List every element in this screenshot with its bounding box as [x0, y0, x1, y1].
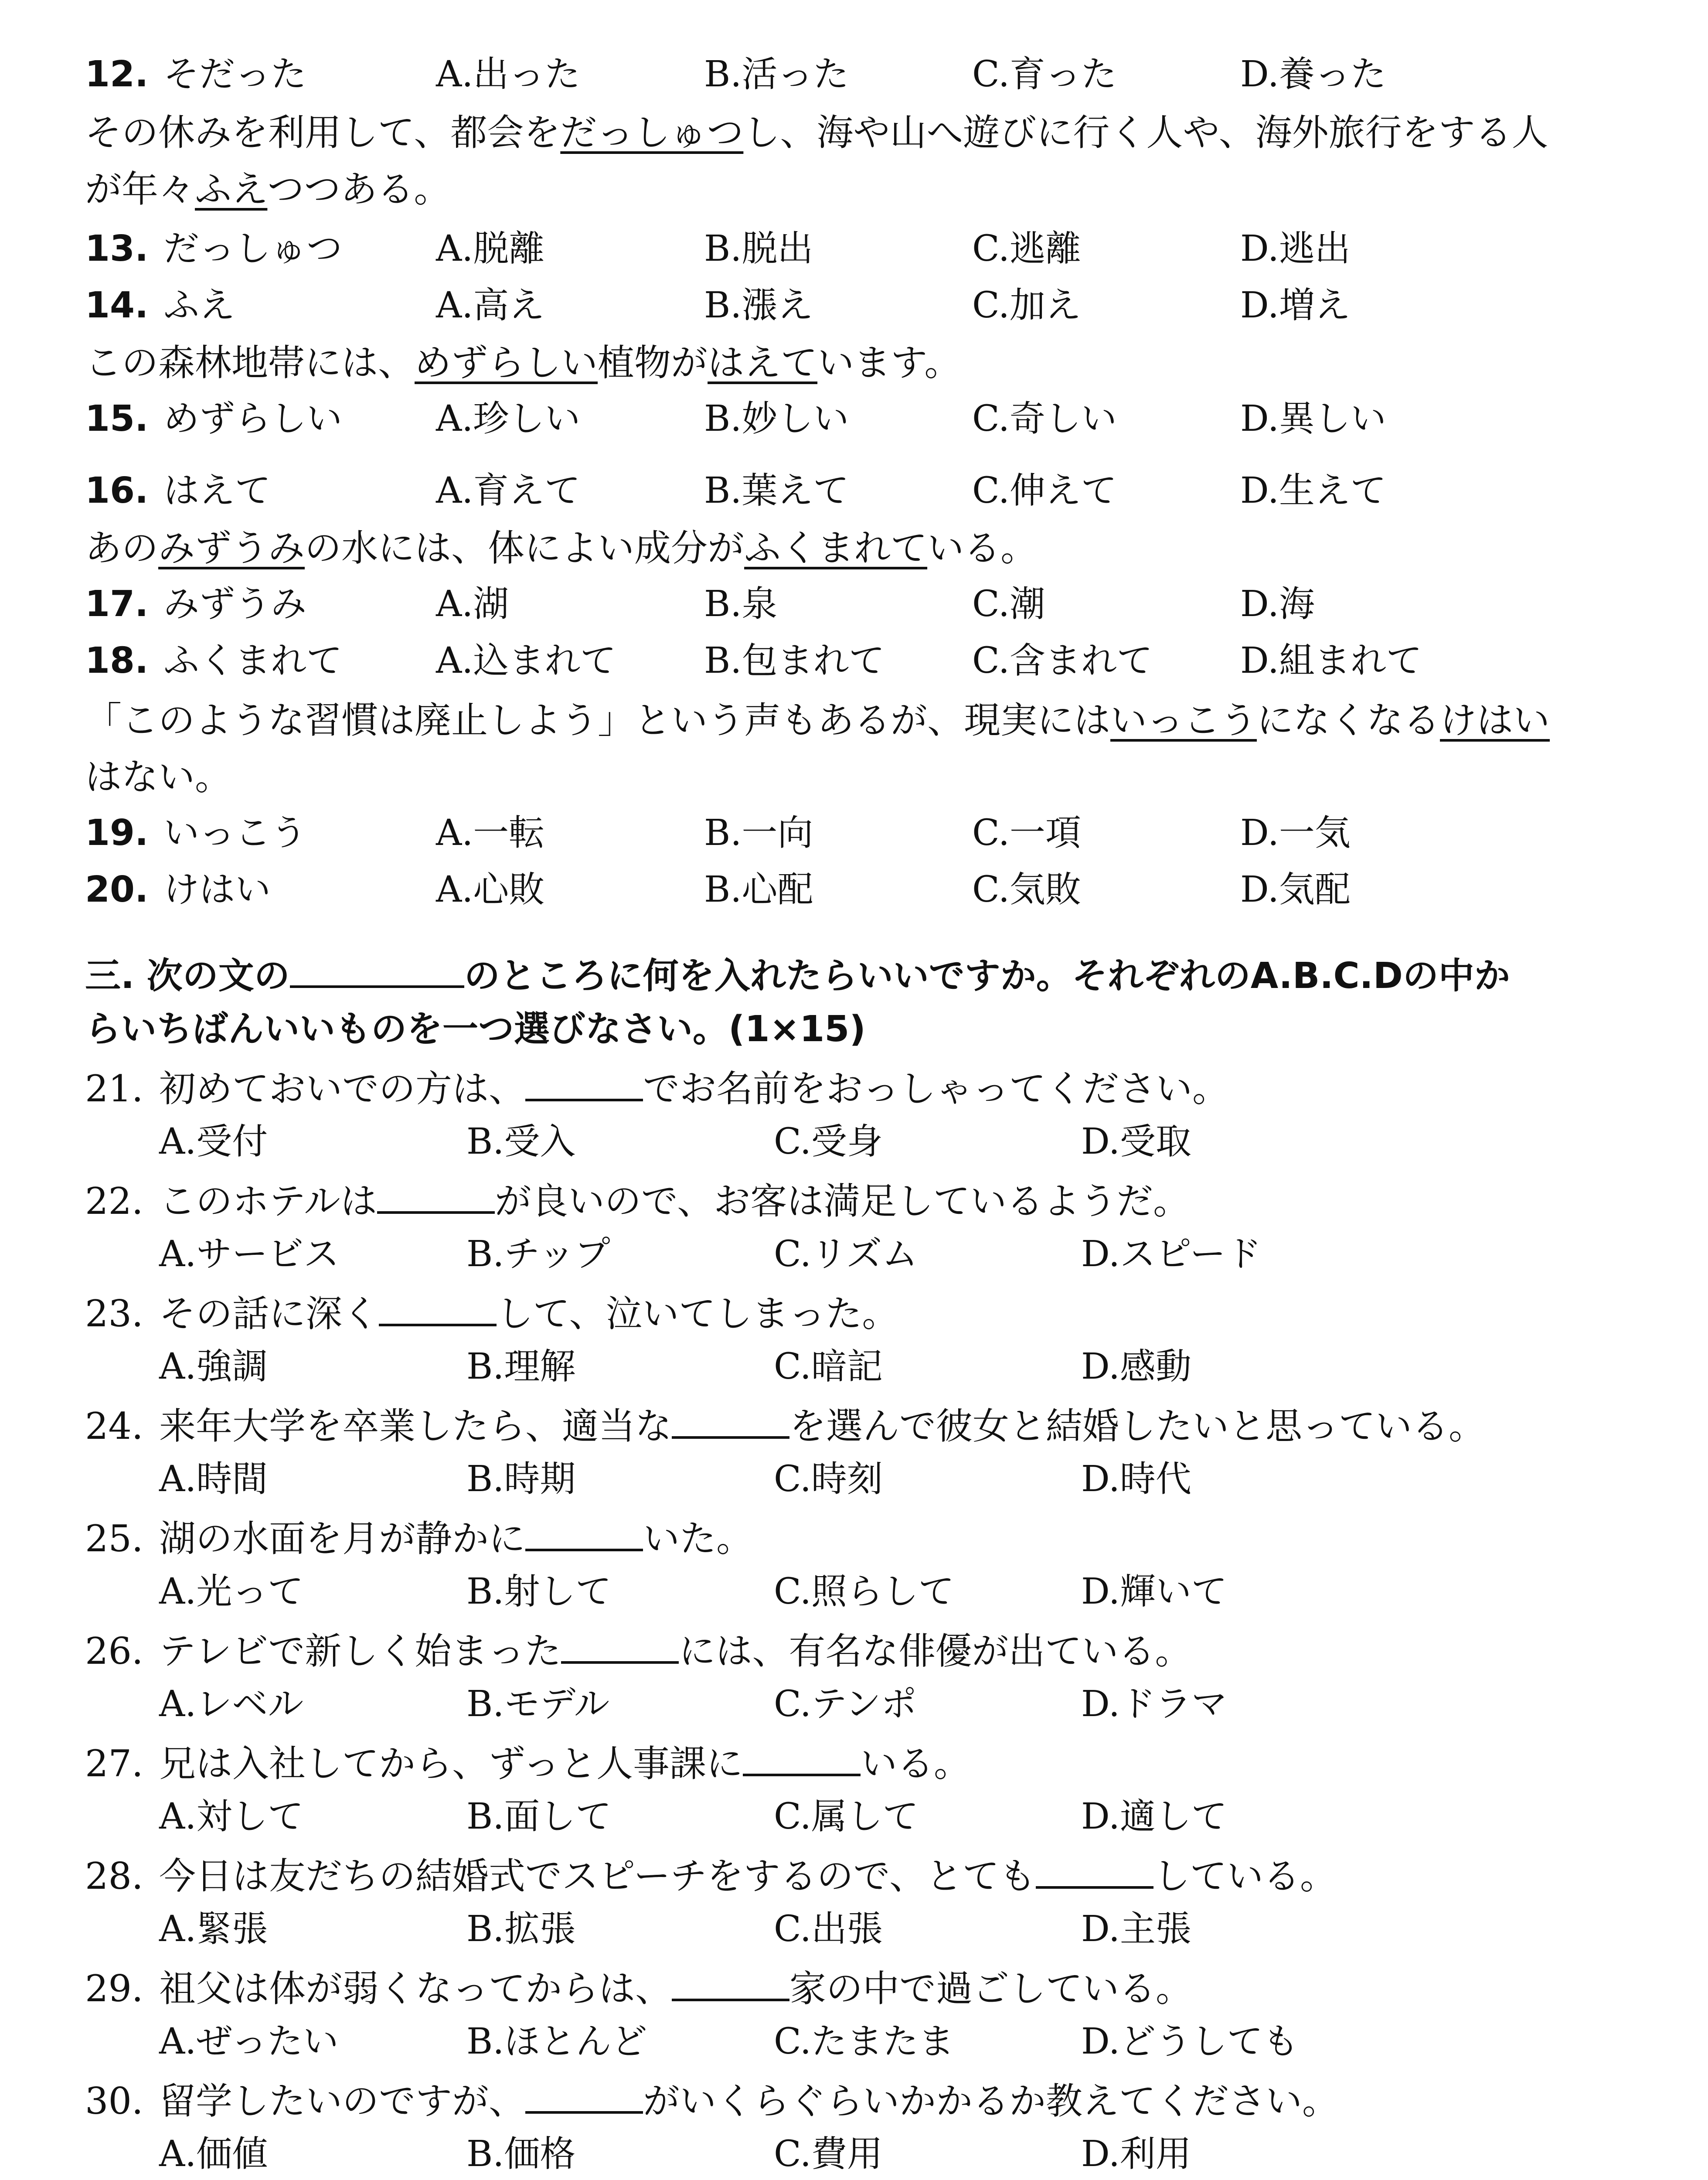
option-c: C.含まれて: [972, 640, 1153, 681]
question-word: ふえ: [163, 285, 235, 326]
option-a: A.脱離: [436, 228, 545, 269]
passage-sentence: [85, 341, 961, 384]
question-text: には、有名な俳優が出ている。: [679, 1630, 1192, 1672]
question-number: 17.: [85, 583, 149, 625]
option-c: C.逃離: [972, 228, 1081, 269]
question-number: 25.: [85, 1517, 143, 1560]
option-c: C.出張: [774, 1908, 883, 1950]
option-c: C.加え: [972, 285, 1081, 326]
option-d: D.ドラマ: [1081, 1683, 1227, 1725]
sentence-text: この森林地帯には、: [85, 341, 415, 384]
question-29: [85, 1967, 1193, 2010]
option-d: D.主張: [1081, 1908, 1191, 1950]
option-a: A.湖: [436, 583, 509, 625]
section-heading-text: のところに何を入れたらいいですか。それぞれのA.B.C.Dの中か: [464, 955, 1510, 997]
question-number: 30.: [85, 2080, 143, 2122]
option-a: A.高え: [436, 285, 545, 326]
question-number: 20.: [85, 869, 149, 910]
underlined-word: めずらしい: [415, 341, 598, 384]
option-a: A.育えて: [436, 470, 581, 511]
answer-blank: [525, 2081, 643, 2114]
option-c: C.テンポ: [774, 1683, 917, 1725]
option-a: A.緊張: [159, 1908, 268, 1950]
vocab-question-12: [85, 54, 434, 95]
question-word: だっしゅつ: [163, 228, 343, 269]
question-text: がいくらぐらいかかるか教えてください。: [643, 2080, 1339, 2122]
question-number: 12.: [85, 54, 149, 95]
option-a: A.込まれて: [436, 640, 616, 681]
underlined-word: けはい: [1440, 699, 1550, 742]
option-b: B.時期: [466, 1458, 576, 1500]
passage-sentence: はない。: [85, 756, 232, 798]
option-b: B.面して: [466, 1796, 612, 1837]
question-number: 21.: [85, 1067, 143, 1110]
vocab-question-16: [85, 470, 434, 511]
answer-blank: [379, 1293, 497, 1326]
question-number: 14.: [85, 285, 149, 326]
underlined-word: いっこう: [1110, 699, 1257, 742]
option-a: A.ぜったい: [159, 2021, 339, 2062]
option-d: D.適して: [1081, 1796, 1227, 1837]
question-21: [85, 1067, 1229, 1110]
option-c: C.属して: [774, 1796, 919, 1837]
question-text: 兄は入社してから、ずっと人事課に: [159, 1742, 743, 1785]
underlined-word: ふくまれて: [744, 527, 928, 569]
question-23: [85, 1292, 899, 1335]
option-d: D.輝いて: [1081, 1571, 1227, 1612]
question-number: 18.: [85, 640, 149, 681]
sentence-text: が年々: [85, 168, 195, 211]
option-b: B.活った: [704, 54, 849, 95]
option-c: C.照らして: [774, 1571, 954, 1612]
question-word: はえて: [163, 470, 271, 511]
vocab-question-17: [85, 583, 434, 625]
option-a: A.光って: [159, 1571, 304, 1612]
option-a: A.強調: [159, 1346, 268, 1387]
question-text: その話に深く: [159, 1292, 379, 1335]
question-number: 19.: [85, 812, 149, 854]
section-heading-text: 三. 次の文の: [85, 955, 290, 997]
passage-sentence: [85, 527, 1038, 569]
option-c: C.一項: [972, 812, 1081, 854]
question-27: [85, 1742, 970, 1785]
option-c: C.リズム: [774, 1233, 918, 1275]
option-a: A.心敗: [436, 869, 545, 910]
question-word: そだった: [163, 54, 307, 95]
question-word: みずうみ: [163, 583, 307, 625]
question-28: [85, 1855, 1337, 1897]
option-a: A.時間: [159, 1458, 268, 1500]
question-text: している。: [1153, 1855, 1337, 1897]
question-number: 23.: [85, 1292, 143, 1335]
option-d: D.どうしても: [1081, 2021, 1299, 2062]
option-c: C.伸えて: [972, 470, 1117, 511]
question-24: [85, 1405, 1486, 1448]
option-c: C.費用: [774, 2133, 883, 2175]
option-d: D.スピード: [1081, 1233, 1262, 1275]
underlined-word: ふえ: [195, 168, 268, 211]
option-b: B.脱出: [704, 228, 813, 269]
underlined-word: だっしゅつ: [560, 111, 744, 154]
passage-sentence: [85, 699, 1550, 742]
vocab-question-13: [85, 228, 434, 269]
answer-blank: [672, 1406, 789, 1439]
option-d: D.海: [1240, 583, 1315, 625]
option-c: C.気敗: [972, 869, 1081, 910]
option-c: C.受身: [774, 1121, 883, 1162]
question-text: 留学したいのですが、: [159, 2080, 526, 2122]
option-d: D.利用: [1081, 2133, 1191, 2175]
sentence-text: つつある。: [267, 168, 451, 211]
question-text: このホテルは: [159, 1180, 377, 1223]
question-text: テレビで新しく始まった: [159, 1630, 561, 1672]
question-word: めずらしい: [163, 398, 343, 439]
sentence-text: あの: [85, 527, 159, 569]
option-d: D.異しい: [1240, 398, 1386, 439]
question-text: でお名前をおっしゃってください。: [643, 1067, 1229, 1110]
option-a: A.レベル: [159, 1683, 304, 1725]
answer-blank: [525, 1068, 643, 1101]
underlined-word: みずうみ: [158, 527, 305, 569]
question-word: いっこう: [163, 812, 307, 854]
option-b: B.心配: [704, 869, 813, 910]
option-b: B.一向: [704, 812, 813, 854]
passage-sentence: [85, 111, 1548, 154]
question-number: 13.: [85, 228, 149, 269]
option-d: D.逃出: [1240, 228, 1351, 269]
sentence-text: になくなる: [1257, 699, 1440, 742]
option-b: B.理解: [466, 1346, 576, 1387]
option-b: B.葉えて: [704, 470, 849, 511]
question-number: 26.: [85, 1630, 143, 1672]
passage-sentence: [85, 168, 451, 211]
option-c: C.奇しい: [972, 398, 1117, 439]
answer-blank: [743, 1743, 861, 1776]
sentence-text: 植物が: [598, 341, 708, 384]
answer-blank: [525, 1518, 643, 1551]
sentence-text: いる。: [927, 527, 1038, 569]
option-b: B.モデル: [466, 1683, 610, 1725]
question-number: 24.: [85, 1405, 143, 1448]
option-c: C.時刻: [774, 1458, 883, 1500]
question-number: 16.: [85, 470, 149, 511]
question-26: [85, 1630, 1192, 1672]
sentence-text: います。: [817, 341, 961, 384]
option-a: A.一転: [436, 812, 545, 854]
option-c: C.暗記: [774, 1346, 883, 1387]
question-text: いる。: [860, 1742, 970, 1785]
option-b: B.受入: [466, 1121, 576, 1162]
option-c: C.たまたま: [774, 2021, 954, 2062]
question-number: 27.: [85, 1742, 143, 1785]
option-d: D.感動: [1081, 1346, 1191, 1387]
question-text: 家の中で過ごしている。: [789, 1967, 1193, 2010]
option-a: A.サービス: [159, 1233, 340, 1275]
option-a: A.価値: [159, 2133, 268, 2175]
option-b: B.漲え: [704, 285, 813, 326]
option-a: A.珍しい: [436, 398, 581, 439]
question-text: を選んで彼女と結婚したいと思っている。: [789, 1405, 1486, 1448]
option-d: D.気配: [1240, 869, 1351, 910]
option-b: B.価格: [466, 2133, 576, 2175]
option-d: D.生えて: [1240, 470, 1386, 511]
option-d: D.受取: [1081, 1121, 1191, 1162]
option-d: D.組まれて: [1240, 640, 1422, 681]
option-c: C.潮: [972, 583, 1045, 625]
question-word: ふくまれて: [163, 640, 343, 681]
option-b: B.射して: [466, 1571, 612, 1612]
blank-line: [290, 955, 464, 988]
vocab-question-18: [85, 640, 434, 681]
option-c: C.育った: [972, 54, 1117, 95]
sentence-text: その休みを利用して、都会を: [85, 111, 561, 154]
question-30: [85, 2080, 1339, 2122]
answer-blank: [672, 1968, 789, 2001]
question-text: 湖の水面を月が静かに: [159, 1517, 526, 1560]
answer-blank: [1036, 1856, 1153, 1889]
question-number: 29.: [85, 1967, 143, 2010]
option-a: A.対して: [159, 1796, 304, 1837]
section-instructions: [85, 955, 1510, 997]
sentence-text: 「このような習慣は廃止しよう」という声もあるが、現実には: [85, 699, 1111, 742]
question-25: [85, 1517, 753, 1560]
question-number: 15.: [85, 398, 149, 439]
option-d: D.一気: [1240, 812, 1351, 854]
question-text: いた。: [643, 1517, 753, 1560]
question-22: [85, 1180, 1190, 1223]
underlined-word: はえて: [708, 341, 818, 384]
question-text: 今日は友だちの結婚式でスピーチをするので、とても: [159, 1855, 1036, 1897]
question-text: して、泣いてしまった。: [497, 1292, 899, 1335]
option-d: D.養った: [1240, 54, 1386, 95]
sentence-text: の水には、体によい成分が: [305, 527, 745, 569]
question-text: 来年大学を卒業したら、適当な: [159, 1405, 672, 1448]
option-d: D.増え: [1240, 285, 1351, 326]
answer-blank: [377, 1181, 495, 1214]
question-number: 28.: [85, 1855, 143, 1897]
option-d: D.時代: [1081, 1458, 1191, 1500]
vocab-question-15: [85, 398, 434, 439]
option-a: A.出った: [436, 54, 581, 95]
option-b: B.妙しい: [704, 398, 849, 439]
option-b: B.チップ: [466, 1233, 610, 1275]
answer-blank: [561, 1631, 679, 1664]
question-text: 祖父は体が弱くなってからは、: [159, 1967, 672, 2010]
sentence-text: し、海や山へ遊びに行く人や、海外旅行をする人: [743, 111, 1548, 154]
option-a: A.受付: [159, 1121, 268, 1162]
vocab-question-19: [85, 812, 434, 854]
option-b: B.泉: [704, 583, 778, 625]
question-text: が良いので、お客は満足しているようだ。: [494, 1180, 1190, 1223]
option-b: B.包まれて: [704, 640, 885, 681]
section-instructions: らいちばんいいものを一つ選びなさい。(1×15): [85, 1008, 866, 1050]
vocab-question-14: [85, 285, 434, 326]
question-number: 22.: [85, 1180, 143, 1223]
question-text: 初めておいでの方は、: [159, 1067, 526, 1110]
option-b: B.拡張: [466, 1908, 576, 1950]
vocab-question-20: [85, 869, 434, 910]
option-b: B.ほとんど: [466, 2021, 647, 2062]
question-word: けはい: [163, 869, 271, 910]
